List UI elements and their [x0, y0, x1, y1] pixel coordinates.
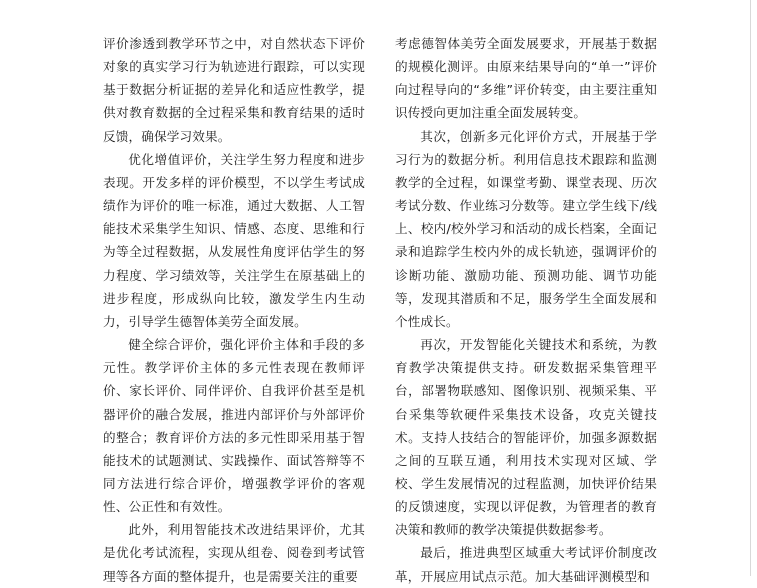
left-column — [103, 32, 365, 588]
paragraph: 再次，开发智能化关键技术和系统，为教育教学决策提供支持。研发数据采集管理平台，部署物联感知、图像识别、视频采集、平台采集等软硬件采集技术设备，攻克关键技术。支持人技结合的智能评价，加强多源数据之间的互联互通，利用技术实现对区域、学校、学生发展情况的过程监测，加快评价结果的反馈速度，实现以评促教，为管理者的教育决策和教师的教学决策提供数据参考。 — [395, 337, 657, 538]
paragraph: 评价渗透到教学环节之中，对自然状态下评价对象的真实学习行为轨迹进行跟踪，可以实现基于数据分析证据的差异化和适应性教学，提供对教育数据的全过程采集和教育结果的适时反馈，确保学习效果。 — [103, 36, 365, 144]
paragraph: 健全综合评价，强化评价主体和手段的多元性。教学评价主体的多元性表现在教师评价、家长评价、同伴评价、自我评价甚至是机器评价的融合发展，推进内部评价与外部评价的整合；教育评价方法的多元性即采用基于智能技术的试题测试、实践操作、面试答辩等不同方法进行综合评价，增强教学评价的客观性、公正性和有效性。 — [103, 337, 365, 515]
page-edge-line — [750, 0, 751, 576]
paragraph: 此外，利用智能技术改进结果评价，尤其是优化考试流程，实现从组卷、阅卷到考试管理等各方面的整体提升，也是需要关注的重要 — [103, 522, 365, 584]
paragraph: 其次，创新多元化评价方式，开展基于学习行为的数据分析。利用信息技术跟踪和监测教学的全过程，如课堂考勤、课堂表现、历次考试分数、作业练习分数等。建立学生线下/线上、校内/校外学习和活动的成长档案，全面记录和追踪学生校内外的成长轨迹，强调评价的诊断功能、激励功能、预测功能、调节功能等，发现其潜质和不足，服务学生全面发展和个性成长。 — [395, 128, 657, 329]
paragraph: 最后，推进典型区域重大考试评价制度改革，开展应用试点示范。加大基础评测模型和 — [395, 545, 657, 584]
paragraph: 优化增值评价，关注学生努力程度和进步表现。开发多样的评价模型，不以学生考试成绩作为评价的唯一标准，通过大数据、人工智能技术采集学生知识、情感、态度、思维和行为等全过程数据，从发展性角度评估学生的努力程度、学习绩效等，关注学生在原基础上的进步程度，形成纵向比较，激发学生内生动力，引导学生德智体美劳全面发展。 — [103, 151, 365, 329]
paragraph: 考虑德智体美劳全面发展要求，开展基于数据的规模化测评。由原来结果导向的“单一”评价向过程导向的“多维”评价转变，由主要注重知识传授向更加注重全面发展转变。 — [395, 36, 657, 121]
right-column — [395, 32, 657, 588]
